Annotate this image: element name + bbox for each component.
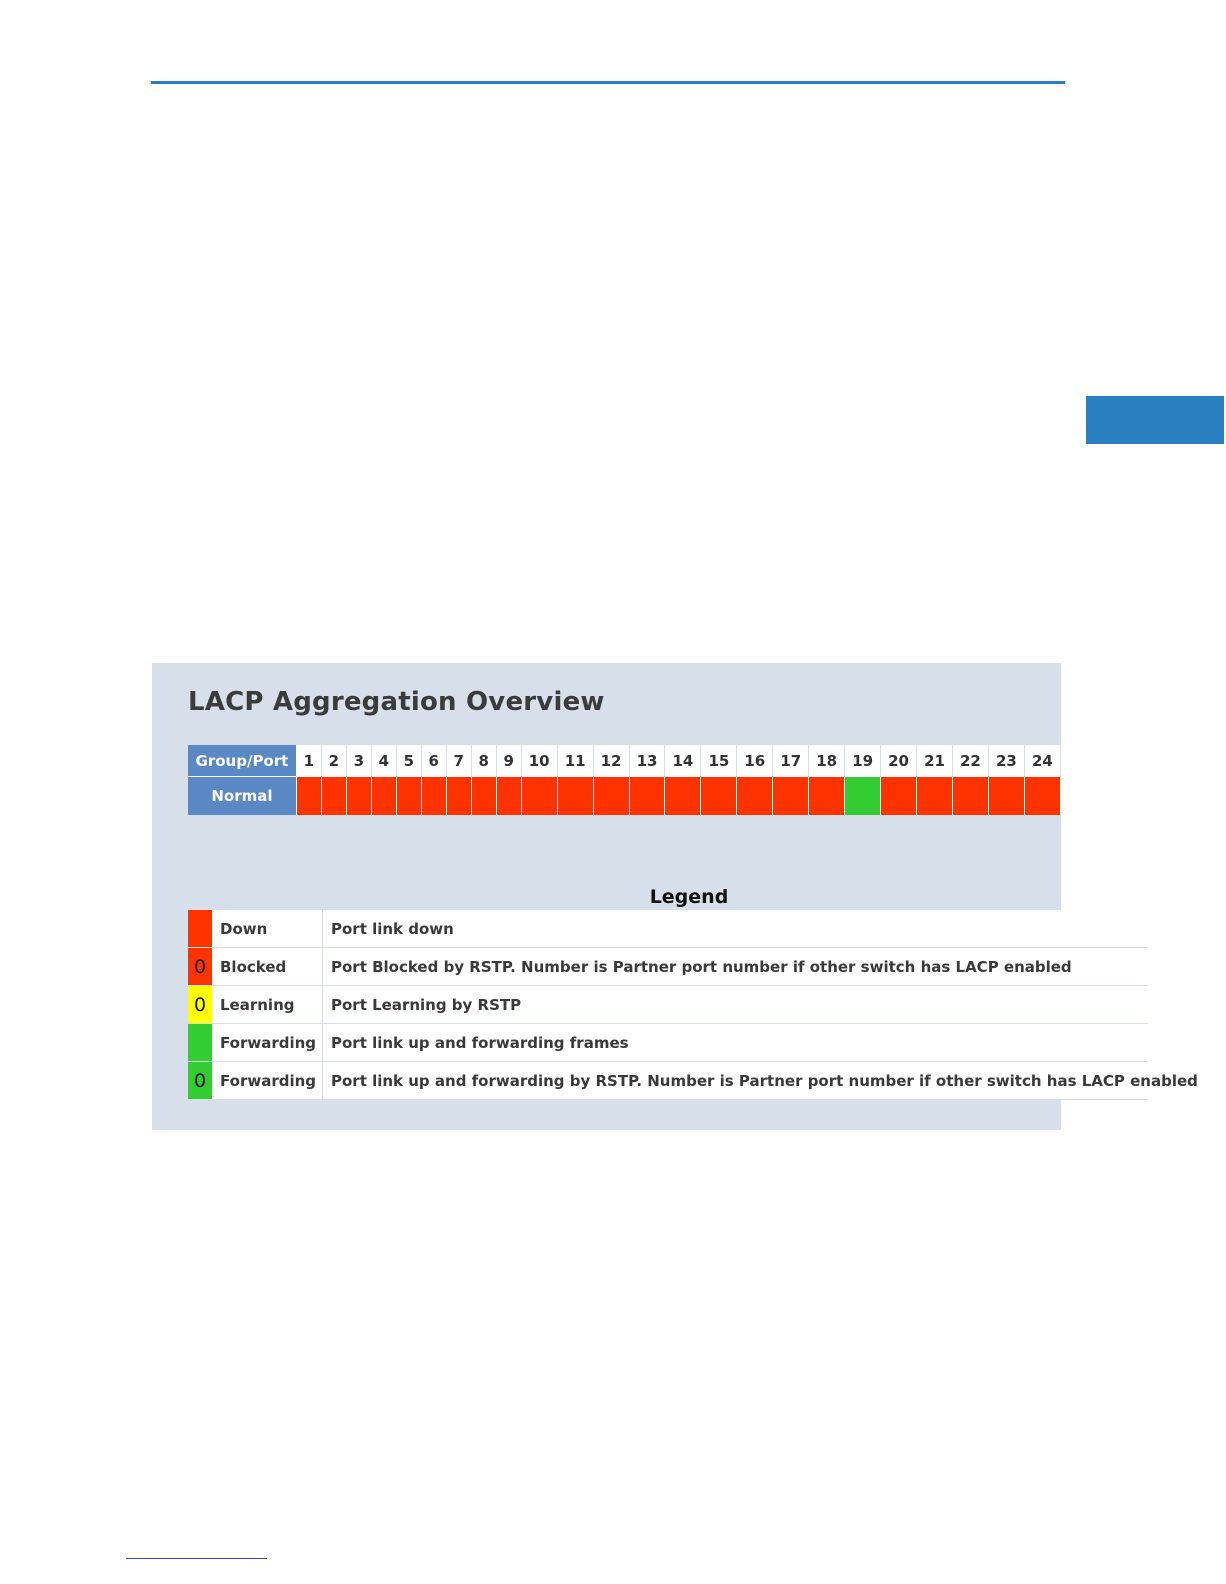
port-status-cell-16[interactable] <box>737 777 773 816</box>
legend-swatch-blocked: 0 <box>188 948 212 986</box>
port-status-row <box>188 777 1061 816</box>
port-number-20: 20 <box>881 745 917 777</box>
port-status-cell-4[interactable] <box>371 777 396 816</box>
legend-swatch-forwarding: 0 <box>188 1062 212 1100</box>
port-status-cell-8[interactable] <box>471 777 496 816</box>
port-status-cell-1[interactable] <box>296 777 321 816</box>
port-status-cell-10[interactable] <box>521 777 557 816</box>
port-status-table <box>188 745 1061 815</box>
port-number-14: 14 <box>665 745 701 777</box>
legend-state-label: Forwarding <box>212 1062 323 1100</box>
port-status-cell-17[interactable] <box>773 777 809 816</box>
legend-description: Port Blocked by RSTP. Number is Partner port number if other switch has LACP enabled <box>323 948 1149 986</box>
port-status-cell-7[interactable] <box>446 777 471 816</box>
port-status-cell-2[interactable] <box>321 777 346 816</box>
legend-description: Port link up and forwarding by RSTP. Number is Partner port number if other switch has LACP enabled <box>323 1062 1149 1100</box>
port-number-6: 6 <box>421 745 446 777</box>
port-status-cell-5[interactable] <box>396 777 421 816</box>
legend-state-label: Blocked <box>212 948 323 986</box>
port-number-4: 4 <box>371 745 396 777</box>
port-status-cell-20[interactable] <box>881 777 917 816</box>
legend-row <box>188 948 1148 986</box>
page-title: LACP Aggregation Overview <box>188 687 605 717</box>
port-status-cell-18[interactable] <box>809 777 845 816</box>
legend-description: Port Learning by RSTP <box>323 986 1149 1024</box>
port-status-cell-21[interactable] <box>917 777 953 816</box>
legend-swatch-learning: 0 <box>188 986 212 1024</box>
legend-row <box>188 1024 1148 1062</box>
chapter-tab <box>1086 396 1224 444</box>
legend-description: Port link down <box>323 910 1149 948</box>
legend-title: Legend <box>649 886 729 908</box>
legend-row <box>188 910 1148 948</box>
legend-state-label: Learning <box>212 986 323 1024</box>
port-status-cell-13[interactable] <box>629 777 665 816</box>
port-status-cell-24[interactable] <box>1024 777 1060 816</box>
port-number-17: 17 <box>773 745 809 777</box>
port-number-5: 5 <box>396 745 421 777</box>
port-number-19: 19 <box>845 745 881 777</box>
port-number-15: 15 <box>701 745 737 777</box>
legend-row <box>188 986 1148 1024</box>
port-number-16: 16 <box>737 745 773 777</box>
port-status-cell-19[interactable] <box>845 777 881 816</box>
legend-table <box>188 910 1198 1100</box>
port-status-cell-6[interactable] <box>421 777 446 816</box>
port-status-cell-12[interactable] <box>593 777 629 816</box>
port-status-cell-3[interactable] <box>346 777 371 816</box>
port-number-21: 21 <box>917 745 953 777</box>
port-header-row <box>188 745 1061 777</box>
legend-swatch-down <box>188 910 212 948</box>
port-number-8: 8 <box>471 745 496 777</box>
port-number-10: 10 <box>521 745 557 777</box>
port-number-12: 12 <box>593 745 629 777</box>
port-status-cell-23[interactable] <box>988 777 1024 816</box>
port-number-9: 9 <box>496 745 521 777</box>
legend-state-label: Forwarding <box>212 1024 323 1062</box>
port-number-7: 7 <box>446 745 471 777</box>
port-status-cell-9[interactable] <box>496 777 521 816</box>
port-number-24: 24 <box>1024 745 1060 777</box>
legend-description: Port link up and forwarding frames <box>323 1024 1149 1062</box>
port-status-cell-15[interactable] <box>701 777 737 816</box>
port-number-3: 3 <box>346 745 371 777</box>
lacp-overview-panel <box>152 663 1198 1130</box>
footnote-rule <box>126 1558 267 1559</box>
header-rule <box>151 81 1065 84</box>
port-number-2: 2 <box>321 745 346 777</box>
port-status-cell-11[interactable] <box>557 777 593 816</box>
port-number-11: 11 <box>557 745 593 777</box>
port-number-1: 1 <box>296 745 321 777</box>
port-number-18: 18 <box>809 745 845 777</box>
legend-state-label: Down <box>212 910 323 948</box>
port-number-23: 23 <box>988 745 1024 777</box>
legend-swatch-forwarding <box>188 1024 212 1062</box>
port-status-cell-22[interactable] <box>952 777 988 816</box>
port-number-13: 13 <box>629 745 665 777</box>
port-status-cell-14[interactable] <box>665 777 701 816</box>
port-number-22: 22 <box>952 745 988 777</box>
legend-row <box>188 1062 1148 1100</box>
group-port-header: Group/Port <box>188 745 296 777</box>
group-label-normal[interactable]: Normal <box>188 777 296 816</box>
